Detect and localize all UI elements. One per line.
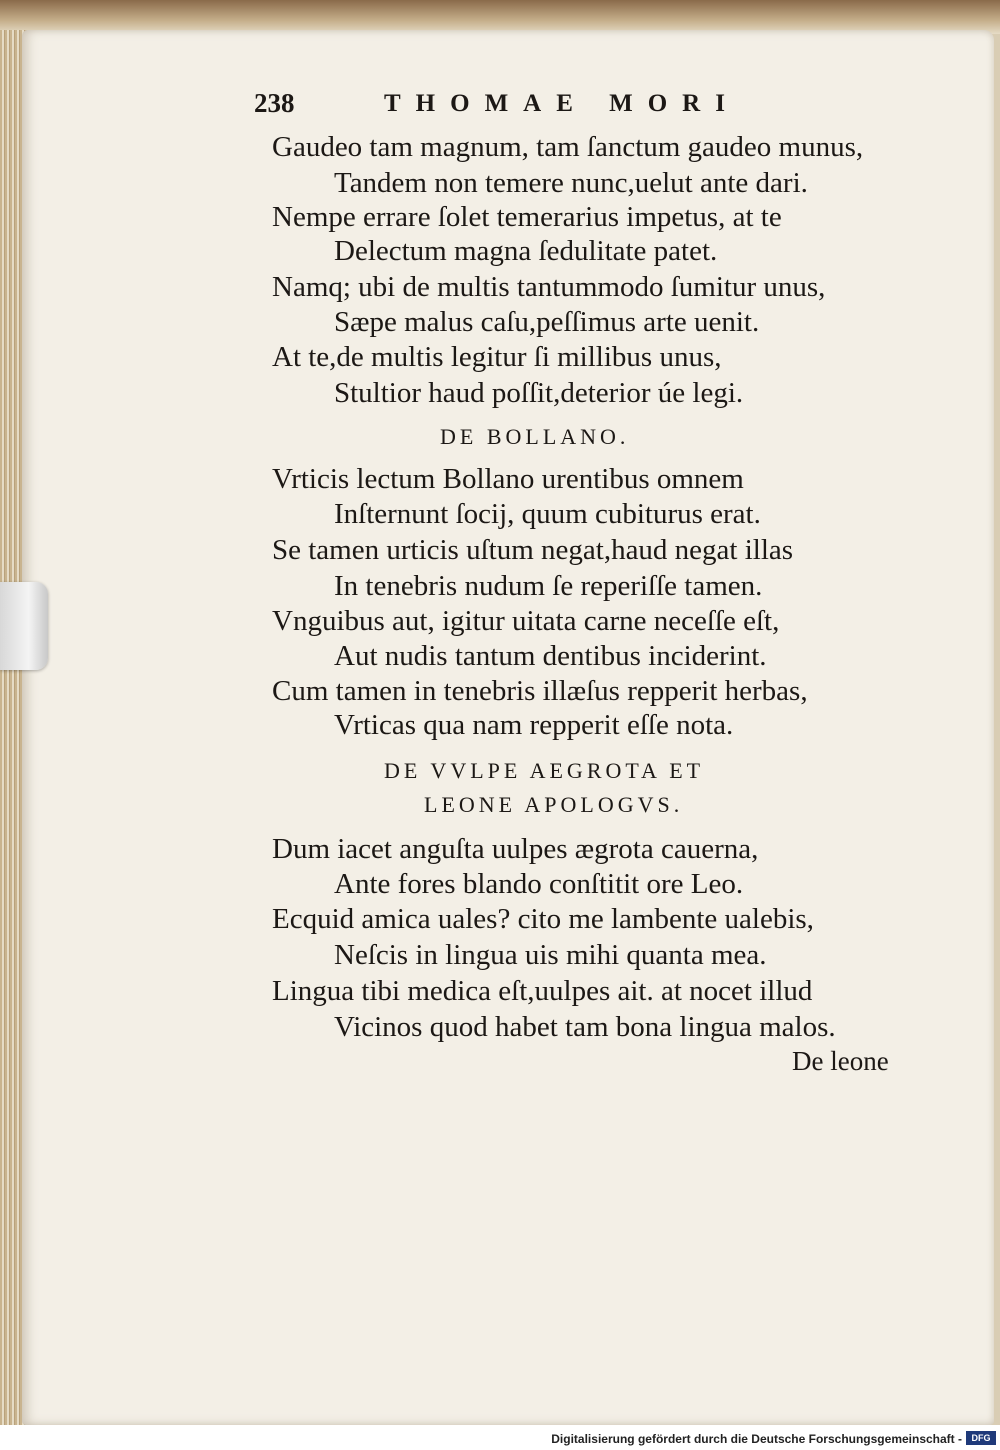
verse-line: Dum iacet anguſta uulpes ægrota cauerna,: [272, 833, 759, 865]
funding-credit: Digitalisierung gefördert durch die Deutsche Forschungsgemeinschaft -: [551, 1432, 962, 1446]
verse-line: Aut nudis tantum dentibus inciderint.: [334, 640, 767, 672]
verse-line: Se tamen urticis uſtum negat,haud negat illas: [272, 534, 794, 566]
verse-line: Tandem non temere nunc,uelut ante dari.: [334, 167, 808, 199]
catchword: De leone: [792, 1046, 889, 1076]
page-header: [254, 88, 894, 128]
verse-line: Vrticas qua nam repperit eſſe nota.: [334, 709, 734, 741]
verse-line: Cum tamen in tenebris illæſus repperit herbas,: [272, 675, 808, 707]
section-heading: DE VVLPE AEGROTA ET: [384, 758, 705, 783]
verse-line: Ante fores blando conſtitit ore Leo.: [334, 868, 744, 900]
verse-line: Gaudeo tam magnum, tam ſanctum gaudeo munus,: [272, 131, 864, 163]
running-title: THOMAE MORI: [384, 90, 740, 117]
digitization-footer: [0, 1425, 1000, 1450]
section-heading: LEONE APOLOGVS.: [424, 792, 684, 817]
verse-line: Neſcis in lingua uis mihi quanta mea.: [334, 939, 767, 971]
verse-line: At te,de multis legitur ſi millibus unus,: [272, 341, 722, 373]
page-clip: [0, 582, 48, 670]
verse-line: Delectum magna ſedulitate patet.: [334, 235, 718, 267]
section-heading: DE BOLLANO.: [440, 424, 630, 449]
verse-line: Inſternunt ſocij, quum cubiturus erat.: [334, 498, 761, 530]
dfg-logo: DFG: [966, 1431, 996, 1445]
verse-line: In tenebris nudum ſe reperiſſe tamen.: [334, 570, 763, 602]
book-spine: [0, 0, 1000, 34]
verse-line: Vrticis lectum Bollano urentibus omnem: [272, 463, 744, 495]
verse-line: Nempe errare ſolet temerarius impetus, at te: [272, 201, 782, 233]
verse-line: Ecquid amica uales? cito me lambente ualebis,: [272, 903, 814, 935]
verse-line: Vnguibus aut, igitur uitata carne neceſſe eſt,: [272, 605, 780, 637]
verse-line: Lingua tibi medica eſt,uulpes ait. at nocet illud: [272, 975, 813, 1007]
verse-line: Sæpe malus caſu,peſſimus arte uenit.: [334, 306, 760, 338]
verse-line: Vicinos quod habet tam bona lingua malos.: [334, 1011, 836, 1043]
verse-line: Namq; ubi de multis tantummodo ſumitur unus,: [272, 271, 826, 303]
verse-line: Stultior haud poſſit,deterior úe legi.: [334, 377, 744, 409]
page-number: 238: [254, 88, 295, 118]
